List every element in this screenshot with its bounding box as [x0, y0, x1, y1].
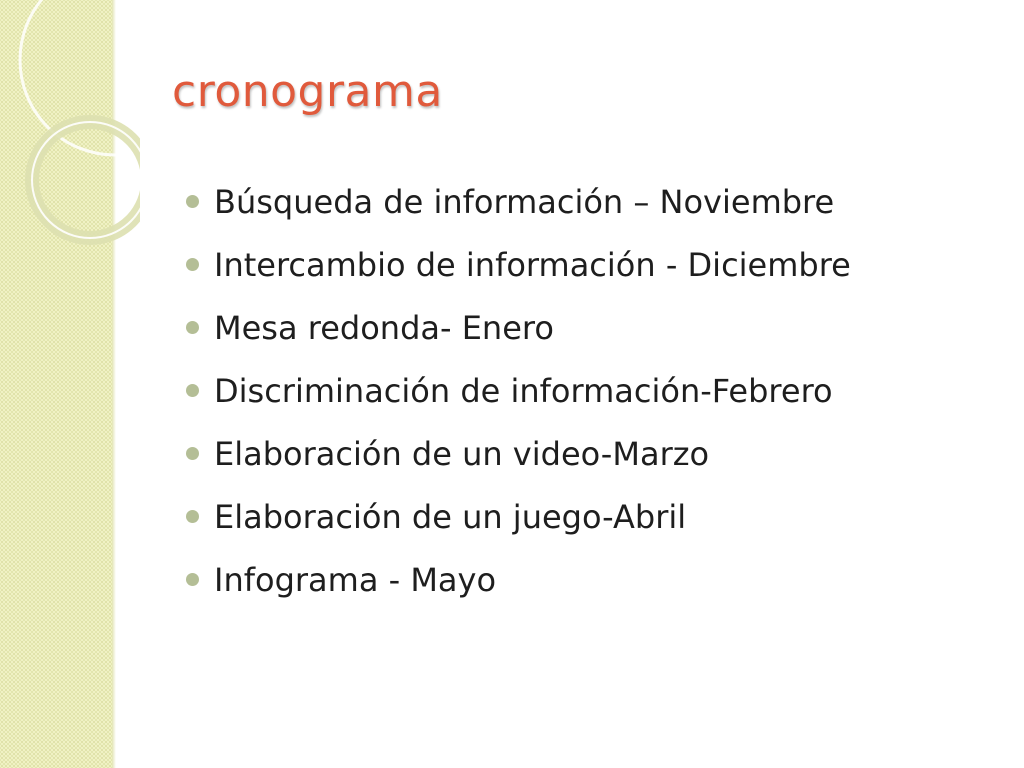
bullet-text: Discriminación de información-Febrero	[214, 371, 833, 410]
list-item	[186, 548, 851, 611]
list-item	[186, 296, 851, 359]
slide-title: cronograma	[172, 66, 443, 117]
bullet-dot-icon	[186, 447, 199, 460]
bullet-text: Mesa redonda- Enero	[214, 308, 554, 347]
bullet-dot-icon	[186, 195, 199, 208]
bullet-text: Elaboración de un juego-Abril	[214, 497, 687, 536]
bullet-text: Intercambio de información - Diciembre	[214, 245, 851, 284]
decorative-rings-icon	[0, 0, 140, 280]
bullet-list	[186, 170, 851, 611]
bullet-text: Infograma - Mayo	[214, 560, 497, 599]
list-item	[186, 233, 851, 296]
bullet-dot-icon	[186, 384, 199, 397]
bullet-text: Elaboración de un video-Marzo	[214, 434, 710, 473]
bullet-text: Búsqueda de información – Noviembre	[214, 182, 835, 221]
list-item	[186, 485, 851, 548]
bullet-dot-icon	[186, 258, 199, 271]
bullet-dot-icon	[186, 321, 199, 334]
list-item	[186, 170, 851, 233]
bullet-dot-icon	[186, 573, 199, 586]
list-item	[186, 422, 851, 485]
list-item	[186, 359, 851, 422]
bullet-dot-icon	[186, 510, 199, 523]
